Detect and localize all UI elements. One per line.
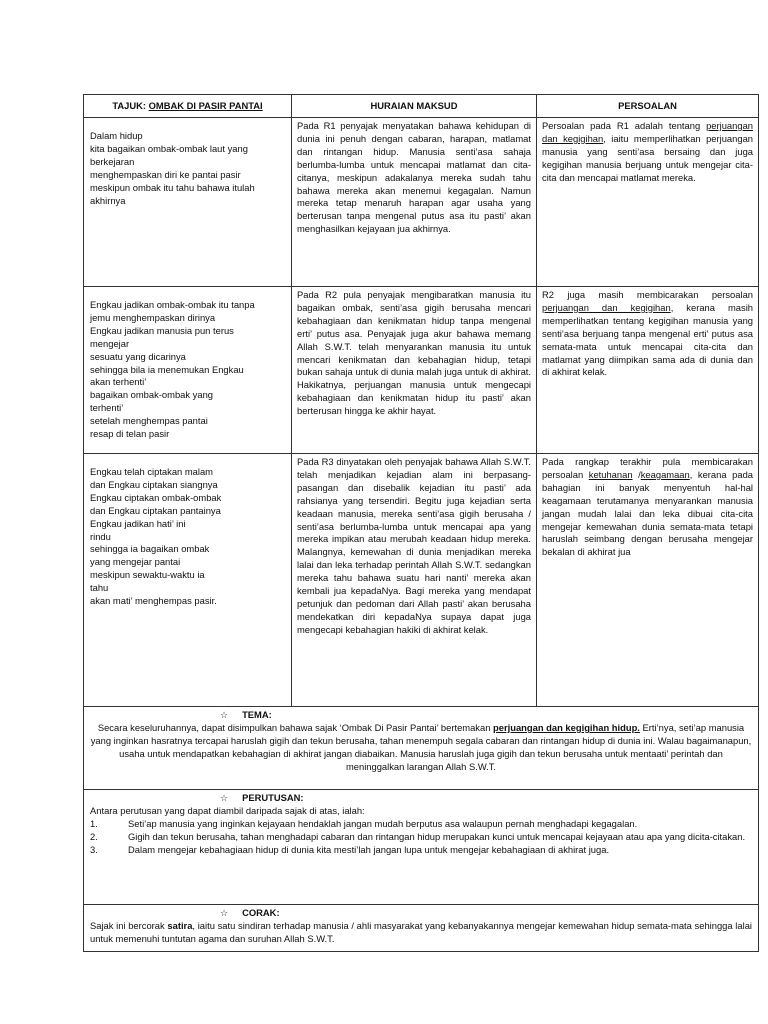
huraian-stanza-2: Pada R2 pula penyajak mengibaratkan manusia itu bagaikan ombak, senti’asa gigih berusaha mencari kebahagiaan dan kenikmatan hidup tanpa mengenal erti’ putus asa. Penyajak juga akur bahawa memang Allah S.W.T. telah menyarankan manusia itu untuk mencari kenikmatan dan kebahagian hidup, tetapi bukan sahaja untuk di dunia malah juga untuk di akhirat. Hakikatnya, perjuangan manusia untuk mengecapi kebahagiaan dan kenikmatan hidup itu pasti’ akan berterusan hingga ke akhir hayat. [292, 287, 537, 454]
star-icon: ☆ [220, 908, 229, 918]
poem-stanza-2 [84, 287, 292, 454]
persoalan-stanza-3: Pada rangkap terakhir pula membicarakan persoalan ketuhanan /keagamaan, kerana pada bahagian ini banyak menyentuh hal-hal keagamaan terutamanya menyarankan manusia jangan mudah lalai dan leka dibuai cita-cita mengejar kemewahan dunia semata-mata tetapi haruslah seimbang dengan berusaha mengejar bekalan di akhirat jua [537, 454, 759, 707]
header-tajuk: TAJUK: OMBAK DI PASIR PANTAI [84, 95, 292, 118]
poem-title: OMBAK DI PASIR PANTAI [148, 99, 263, 111]
poem-line: akan mati’ menghempas pasir. [90, 595, 217, 607]
poem-line: Engkau telah ciptakan malam [90, 466, 213, 477]
star-icon: ☆ [220, 710, 229, 720]
list-item: 1. Seti’ap manusia yang inginkan kejayaan hendaklah jangan mudah berputus asa walaupun pernah menghadapi kegagalan. [90, 817, 638, 829]
poem-line: berkejaran [90, 155, 135, 167]
poem-line: jemu menghempaskan dirinya [90, 311, 216, 323]
poem-line: sehingga bila ia menemukan Engkau [90, 363, 244, 375]
poem-line: tahu [90, 582, 109, 594]
perutusan-intro: Antara perutusan yang dapat diambil daripada sajak di atas, ialah: [90, 804, 365, 816]
poem-stanza-1 [84, 118, 292, 287]
poem-line: Engkau jadikan manusia pun terus [90, 324, 234, 336]
persoalan-stanza-1: Persoalan pada R1 adalah tentang perjuangan dan kegigihan, iaitu memperlihatkan perjuangan manusia yang senti’asa bersaing dan juga kegigihan manusia berjuang untuk mengejar cita-cita dan mencapai matlamat mereka. [537, 118, 759, 287]
poem-line: Dalam hidup [90, 130, 143, 141]
table-row [84, 287, 759, 454]
poem-line: sesuatu yang dicarinya [90, 350, 186, 362]
poem-line: sehingga ia bagaikan ombak [90, 543, 210, 555]
star-icon: ☆ [220, 793, 229, 803]
poem-line: akhirnya [90, 194, 126, 206]
poem-line: rindu [90, 530, 111, 542]
poem-line: bagaikan ombak-ombak yang [90, 389, 213, 401]
poem-line: dan Engkau ciptakan siangnya [90, 478, 218, 490]
poem-line: setelah menghempas pantai [90, 415, 208, 427]
persoalan-stanza-2: R2 juga masih membicarakan persoalan perjuangan dan kegigihan, kerana masih memperlihatkan tentang kegigihan manusia yang senti’asa berjuang tanpa mengenal erti’ putus asa semata-mata untuk mencapai cita-cita dan matlamat yang diimpikan sama ada di dunia dan di akhirat kelak. [537, 287, 759, 454]
poem-analysis-table [83, 94, 759, 952]
tema-section [84, 707, 759, 790]
poem-line: yang mengejar pantai [90, 556, 181, 568]
poem-line: menghempaskan diri ke pantai pasir [90, 168, 241, 180]
poem-line: Engkau jadikan hati’ ini [90, 517, 186, 529]
perutusan-list [90, 818, 752, 857]
list-item: 2. Gigih dan tekun berusaha, tahan menghadapi cabaran dan rintangan hidup merupakan kunci untuk mencapai kejayaan atau apa yang dicita-citakan. [90, 830, 746, 842]
header-persoalan: PERSOALAN [537, 95, 759, 118]
table-header-row [84, 95, 759, 118]
poem-line: Engkau ciptakan ombak-ombak [90, 491, 222, 503]
perutusan-title: PERUTUSAN: [242, 792, 304, 803]
table-row [84, 118, 759, 287]
poem-line: meskipun sewaktu-waktu ia [90, 569, 205, 581]
list-item: 3. Dalam mengejar kebahagiaan hidup di dunia kita mesti’lah jangan lupa untuk mengejar kebahagiaan di akhirat juga. [90, 843, 610, 855]
corak-title: CORAK: [242, 907, 280, 918]
tema-text: Secara keseluruhannya, dapat disimpulkan bahawa sajak ‘Ombak Di Pasir Pantai’ bertemakan perjuangan dan kegigihan hidup. Erti’nya, seti’ap manusia yang inginkan hasratnya tercapai haruslah gigih dan tekun berusaha, tahan menempuh segala cabaran dan rintangan hidup di dunia ini. Walau bagaimanapun, usaha untuk mendapatkan kebahagian di akhirat jangan diabaikan. Manusia haruslah juga gigih dan tekun berusaha untuk mentaati’ perintah dan meninggalkan larangan Allah S.W.T. [90, 721, 752, 772]
poem-line: terhenti’ [90, 402, 124, 414]
poem-line: meskipun ombak itu tahu bahawa itulah [90, 181, 255, 193]
header-huraian: HURAIAN MAKSUD [292, 95, 537, 118]
corak-text: Sajak ini bercorak satira, iaitu satu sindiran terhadap manusia / ahli masyarakat yang kebanyakannya mengejar kemewahan hidup semata-mata sehingga lalai untuk memenuhi tuntutan agama dan suruhan Allah S.W.T. [90, 919, 752, 944]
huraian-stanza-3: Pada R3 dinyatakan oleh penyajak bahawa Allah S.W.T. telah menjadikan kejadian alam ini berpasang-pasangan dan disebalik kejadian itu pasti’ ada rahsianya yang tersendiri. Begitu juga kejadian serta keadaan manusia, mereka senti’asa gigih berusaha / senti’asa berlumba-lumba untuk mencapai apa yang mereka impikan atau merubah keadaan hidup mereka. Malangnya, kemewahan di dunia menjadikan mereka lalai dan leka terhadap perintah Allah S.W.T. sedangkan mereka tahu bahawa suatu hari nanti’ mereka akan kembali jua kepadaNya. Bagi mereka yang mendapat petunjuk dan pedoman dari Allah pasti’ akan berusaha mendekatkan diri kepadaNya supaya dapat juga mengecapi kebahagian hakiki di akhirat kelak. [292, 454, 537, 707]
perutusan-section [84, 790, 759, 905]
poem-stanza-3 [84, 454, 292, 707]
poem-line: Engkau jadikan ombak-ombak itu tanpa [90, 299, 255, 310]
corak-section [84, 905, 759, 952]
poem-line: resap di telan pasir [90, 428, 170, 440]
tema-title: TEMA: [242, 709, 272, 720]
table-row [84, 454, 759, 707]
poem-line: kita bagaikan ombak-ombak laut yang [90, 142, 248, 154]
huraian-stanza-1: Pada R1 penyajak menyatakan bahawa kehidupan di dunia ini penuh dengan cabaran, harapan, matlamat dan rintangan hidup. Manusia senti’asa sahaja berlumba-lumba untuk mencapai matlamat dan cita-citanya, meskipun adakalanya mereka sudah tahu bahawa mereka akan menemui kegagalan. Namun mereka tetap menaruh harapan agar usaha yang berterusan tanpa mengenal putus asa itu pasti’ akan menghasilkan kejayaan jua akhirnya. [292, 118, 537, 287]
poem-line: mengejar [90, 337, 130, 349]
poem-line: dan Engkau ciptakan pantainya [90, 504, 221, 516]
poem-line: akan terhenti’ [90, 376, 147, 388]
